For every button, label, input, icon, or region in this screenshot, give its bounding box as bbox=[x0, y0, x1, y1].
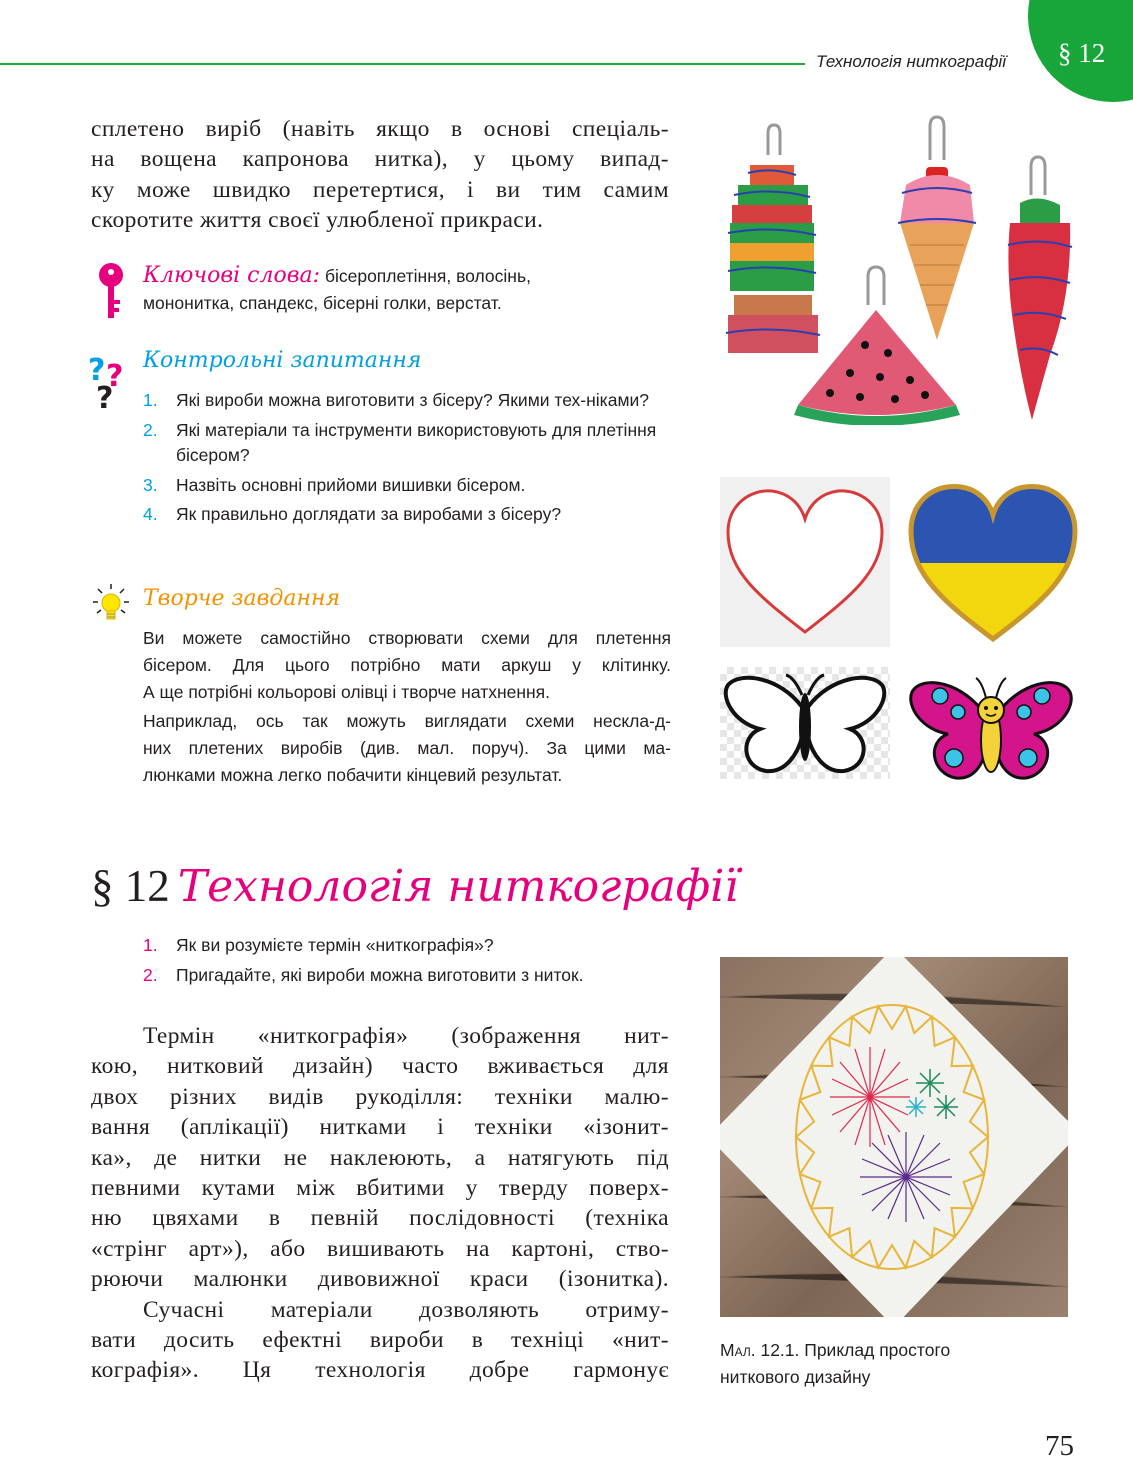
butterfly-outline-icon bbox=[720, 667, 890, 779]
text-line: них плетених виробів (див. мал. поруч). За цими ма- bbox=[143, 738, 671, 758]
lightbulb-icon bbox=[91, 582, 131, 626]
page-number: 75 bbox=[1045, 1430, 1074, 1462]
butterfly-color-icon bbox=[906, 672, 1076, 782]
butterfly-color-image bbox=[906, 672, 1076, 782]
section-number: § 12 bbox=[91, 861, 170, 911]
text-line: Термін «ниткографія» (зображення нит- bbox=[143, 1023, 669, 1049]
text-line: скоротите життя своєї улюбленої прикраси. bbox=[91, 207, 544, 234]
svg-text:?: ? bbox=[106, 359, 124, 394]
text-line: ку може швидко перетертися, і ви тим самим bbox=[91, 176, 669, 203]
text-line: А ще потрібні кольорові олівці і творче натхнення. bbox=[143, 682, 551, 702]
intro-paragraph bbox=[91, 114, 669, 236]
control-questions-list bbox=[143, 388, 673, 532]
text-line: кою, нитковий дизайн) часто вживається для bbox=[91, 1053, 669, 1080]
svg-text:?: ? bbox=[96, 381, 114, 410]
text-line: бісером. Для цього потрібно мати аркуш у клітинку. bbox=[143, 655, 671, 675]
key-words-title: Ключові слова: bbox=[143, 263, 321, 288]
control-questions-title: Контрольні запитання bbox=[143, 348, 422, 373]
list-item: 1. Які вироби можна виготовити з бісеру? Якими тех-ніками? bbox=[143, 390, 649, 410]
main-body-text bbox=[91, 1021, 669, 1386]
figure-caption bbox=[720, 1337, 1060, 1391]
list-item: 4. Як правильно доглядати за виробами з бісеру? bbox=[143, 504, 562, 524]
pre-questions-list bbox=[143, 930, 584, 990]
text-line: люнками можна легко побачити кінцевий результат. bbox=[143, 765, 563, 785]
text-line: Сучасні матеріали дозволяють отриму- bbox=[143, 1296, 669, 1323]
key-icon bbox=[96, 262, 126, 320]
text-line: Ви можете самостійно створювати схеми для плетення bbox=[143, 628, 671, 648]
section-heading bbox=[91, 860, 738, 912]
list-item: 1. Як ви розумієте термін «ниткографія»? bbox=[143, 935, 494, 955]
section-badge-label: § 12 bbox=[1058, 38, 1106, 68]
text-line: вання (аплікації) нитками і техніки «ізонит- bbox=[91, 1114, 669, 1141]
caption-label: Мал. bbox=[720, 1340, 756, 1360]
caption-text: 12.1. Приклад простого bbox=[755, 1340, 951, 1360]
string-art-photo bbox=[720, 957, 1068, 1317]
heart-outline-icon bbox=[720, 477, 890, 647]
text-line: рюючи малюнки дивовижної краси (ізонитка). bbox=[91, 1266, 669, 1293]
list-item: 2. Пригадайте, які вироби можна виготовити з ниток. bbox=[143, 965, 584, 985]
text-line: сплетено виріб (навіть якщо в основі спеціаль- bbox=[91, 116, 669, 142]
running-title: Технологія ниткографії bbox=[816, 52, 1006, 71]
text-line: «стрінг арт»), або вишивають на картоні, ство- bbox=[91, 1235, 669, 1262]
ukrainian-heart-image bbox=[905, 477, 1080, 647]
text-line: вати досить ефектні вироби в техніці «нит- bbox=[91, 1327, 669, 1354]
ukrainian-heart-icon bbox=[905, 477, 1080, 647]
text-line: на вощена капронова нитка), у цьому випад- bbox=[91, 146, 669, 173]
header-rule bbox=[0, 63, 805, 65]
svg-text:?: ? bbox=[88, 353, 106, 388]
beaded-pendants-image bbox=[720, 115, 1105, 425]
beaded-cake-pendant bbox=[726, 125, 820, 353]
question-marks-icon bbox=[88, 350, 132, 410]
list-item: 2. Які матеріали та інструменти використовують для плетіння бісером? bbox=[143, 419, 657, 465]
text-line: Наприклад, ось так можуть виглядати схеми нескла-д- bbox=[143, 711, 671, 731]
creative-task-text bbox=[143, 625, 671, 789]
section-title: Технологія ниткографії bbox=[177, 861, 739, 912]
caption-text: ниткового дизайну bbox=[720, 1367, 871, 1387]
beaded-chili-pendant bbox=[1008, 157, 1072, 420]
key-words-text: мононитка, спандекс, бісерні голки, верстат. bbox=[143, 293, 502, 313]
list-item: 3. Назвіть основні прийоми вишивки бісером. bbox=[143, 474, 526, 495]
string-art-egg-image bbox=[720, 957, 1068, 1317]
text-line: ка», де нитки не наклеюють, а натягують під bbox=[91, 1144, 669, 1171]
butterfly-outline-image bbox=[720, 667, 890, 779]
key-words-text: бісероплетіння, волосінь, bbox=[320, 266, 531, 286]
heart-outline-image bbox=[720, 477, 890, 647]
purple-thread-burst bbox=[860, 1132, 952, 1222]
key-words-block bbox=[143, 262, 683, 317]
text-line: кографія». Ця технологія добре гармонує bbox=[91, 1357, 669, 1384]
text-line: ню цвяхами в певній послідовності (техніка bbox=[91, 1205, 669, 1232]
beaded-icecream-pendant bbox=[898, 117, 976, 340]
text-line: певними кутами між вбитими у тверду поверх- bbox=[91, 1175, 669, 1202]
text-line: двох різних видів рукоділля: техніки малю- bbox=[91, 1083, 669, 1110]
creative-task-title: Творче завдання bbox=[143, 586, 341, 611]
